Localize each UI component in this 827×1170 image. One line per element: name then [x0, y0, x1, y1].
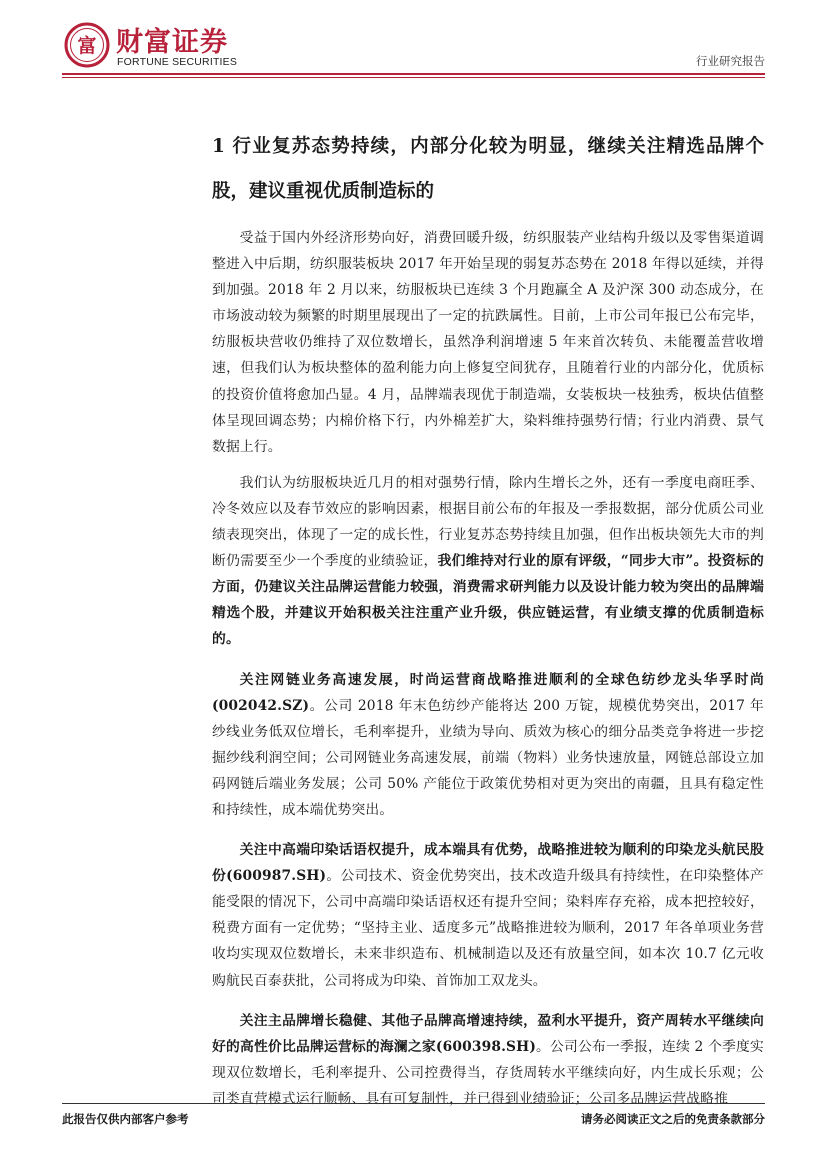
brand-name-en: FORTUNE SECURITIES	[117, 56, 238, 68]
footer-notice: 请务必阅读正文之后的免责条款部分	[581, 1112, 765, 1126]
section-title: 1 行业复苏态势持续，内部分化较为明显，继续关注精选品牌个股，建议重视优质制造标的	[212, 136, 764, 202]
paragraph-3-lead: 关注网链业务高速发展，时尚运营商战略推进顺利的全球色纺纱龙头华孚时尚(002042.SZ)	[212, 671, 764, 714]
paragraph-3	[212, 667, 764, 824]
page-header	[0, 0, 827, 80]
report-type-label: 行业研究报告	[696, 54, 765, 68]
paragraph-1: 受益于国内外经济形势向好，消费回暖升级，纺织服装产业结构升级以及零售渠道调整进入中后期，纺织服装板块 2017 年开始呈现的弱复苏态势在 2018 年得以延续，并得到加强。2018 年 2 月以来，纺服板块已连续 3 个月跑赢全 A 及沪深 300 动态成分，在市场波动较为频繁的时期里展现出了一定的抗跌属性。目前，上市公司年报已公布完毕，纺服板块营收仍维持了双位数增长，虽然净利润增速 5 年来首次转负、未能覆盖营收增速，但我们认为板块整体的盈利能力向上修复空间犹存，且随着行业的内部分化，优质标的投资价值将愈加凸显。4 月，品牌端表现优于制造端，女装板块一枝独秀，板块估值整体呈现回调态势；内棉价格下行，内外棉差扩大，染料维持强势行情；行业内消费、景气数据上行。	[212, 230, 764, 455]
footer-disclaimer: 此报告仅供内部客户参考	[62, 1112, 189, 1126]
paragraph-5	[212, 1008, 764, 1112]
brand-name-cn: 财富证券	[116, 27, 228, 58]
logo-glyph: 富	[77, 35, 97, 57]
report-body	[212, 124, 764, 1122]
paragraph-4	[212, 837, 764, 994]
paragraph-5-lead: 关注主品牌增长稳健、其他子品牌高增速持续，盈利水平提升，资产周转水平继续向好的高性价比品牌运营标的海澜之家(600398.SH)	[212, 1012, 764, 1055]
fortune-securities-logo-icon	[64, 22, 110, 68]
footer-divider	[62, 1103, 765, 1104]
paragraph-3-text: 。公司 2018 年末色纺纱产能将达 200 万锭，规模优势突出，2017 年纱线业务低双位增长，毛利率提升，业绩为导向、质效为核心的细分品类竞争将进一步挖掘纱线利润空间；公司网链业务高速发展，前端（物料）业务快速放量，网链总部设立加码网链后端业务发展；公司 50% 产能位于政策优势相对更为突出的南疆，且具有稳定性和持续性，成本端优势突出。	[212, 697, 764, 818]
header-divider	[62, 73, 765, 75]
paragraph-2-text: 我们认为纺服板块近几月的相对强势行情，除内生增长之外，还有一季度电商旺季、冷冬效应以及春节效应的影响因素，根据目前公布的年报及一季报数据，部分优质公司业绩表现突出，体现了一定的成长性，行业复苏态势持续且加强，但作出板块领先大市的判断仍需要至少一个季度的业绩验证，	[212, 474, 764, 570]
paragraph-5-text: 。公司公布一季报，连续 2 个季度实现双位数增长，毛利率提升、公司控费得当，存货周转水平继续向好，内生成长乐观；公司类直营模式运行顺畅、具有可复制性，并已得到业绩验证；公司多品牌运营战略推	[212, 1038, 764, 1107]
paragraph-4-text: 。公司技术、资金优势突出，技术改造升级具有持续性，在印染整体产能受限的情况下，公司中高端印染话语权还有提升空间；染料库存充裕，成本把控较好，税费方面有一定优势；“坚持主业、适度多元”战略推进较为顺利，2017 年各单项业务营收均实现双位数增长，未来非织造布、机械制造以及还有放量空间，如本次 10.7 亿元收购航民百泰获批，公司将成为印染、首饰加工双龙头。	[212, 868, 764, 989]
paragraph-2-rating: 我们维持对行业的原有评级，“同步大市”。投资标的方面，仍建议关注品牌运营能力较强，消费需求研判能力以及设计能力较为突出的品牌端精选个股，并建议开始积极关注注重产业升级，供应链运营，有业绩支撑的优质制造标的。	[212, 553, 764, 648]
paragraph-2	[212, 470, 764, 653]
header-divider-thin	[62, 77, 765, 78]
paragraph-4-lead: 关注中高端印染话语权提升，成本端具有优势，战略推进较为顺利的印染龙头航民股份(600987.SH)	[212, 842, 764, 885]
